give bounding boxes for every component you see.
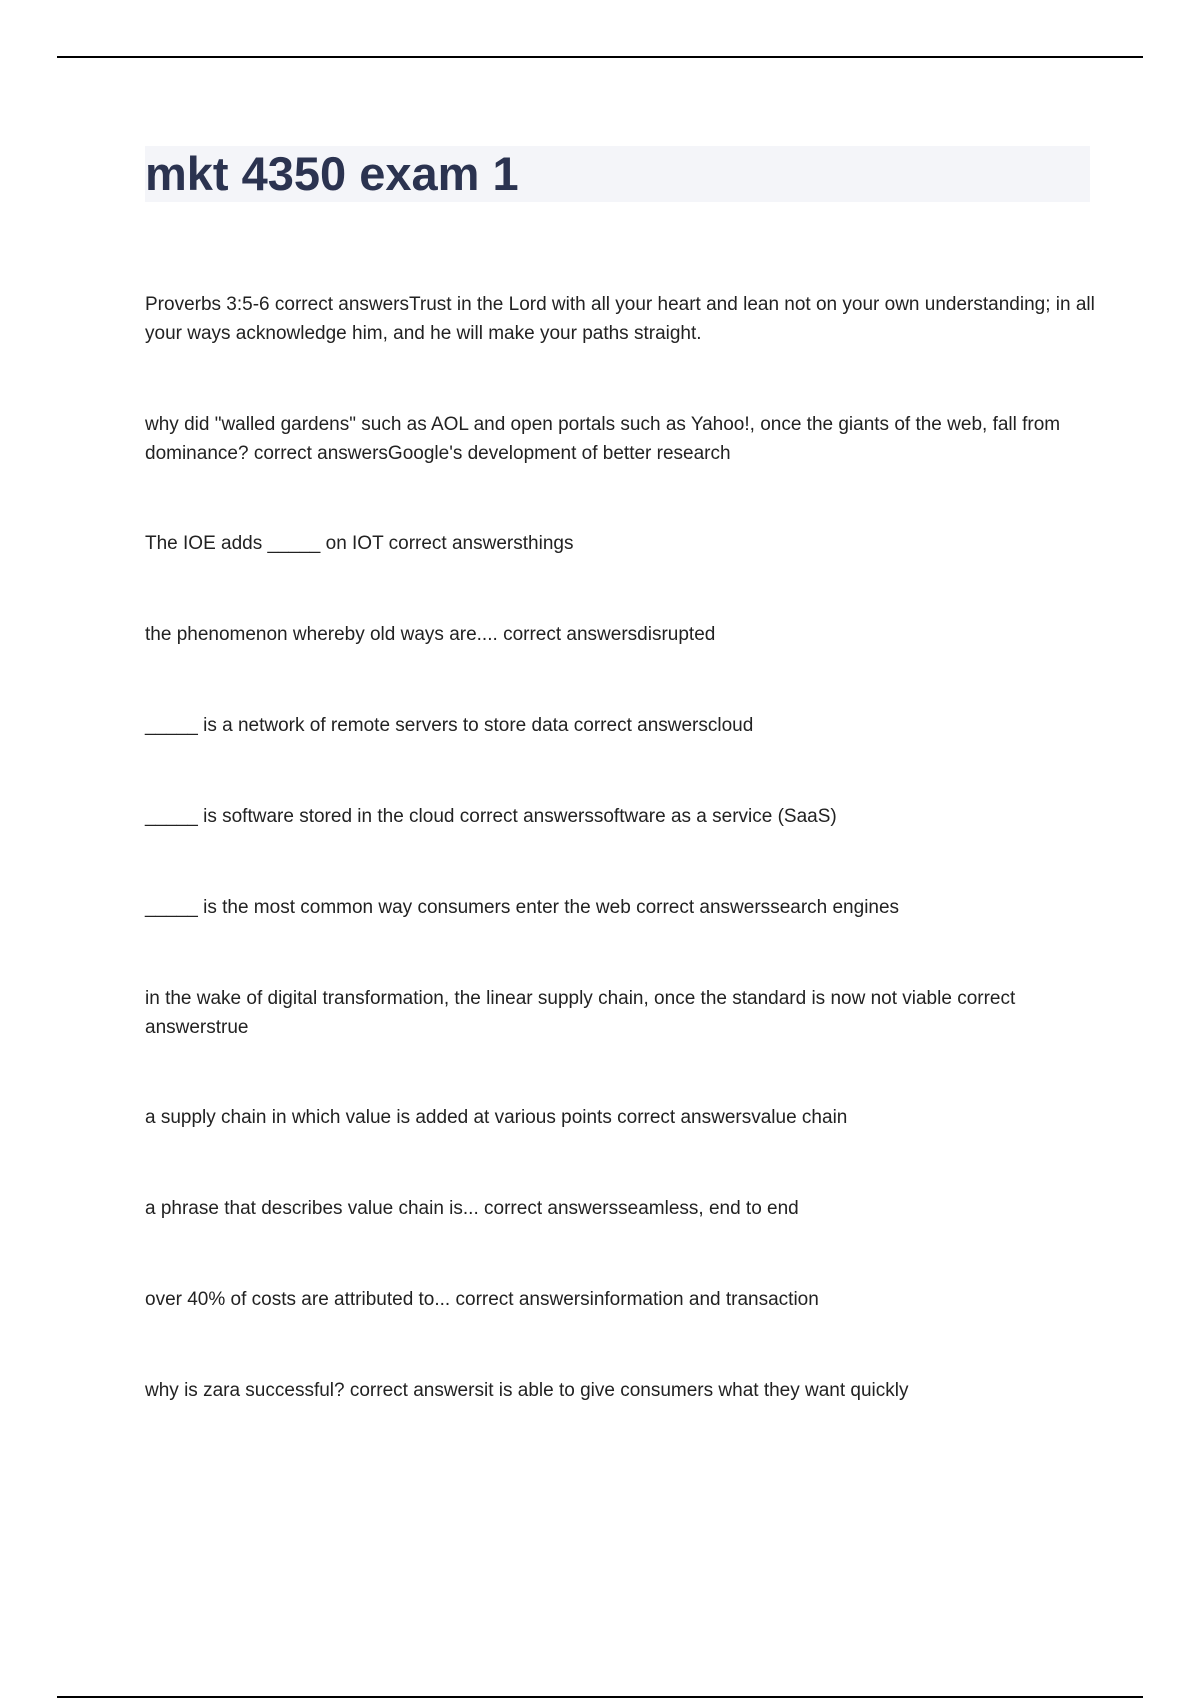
qa-list bbox=[145, 290, 1095, 1467]
qa-item bbox=[145, 410, 1095, 468]
qa-item bbox=[145, 984, 1095, 1042]
answer-marker: correct answers bbox=[503, 624, 638, 645]
question-text: why did "walled gardens" such as AOL and open portals such as Yahoo!, once the giants of the web, fall from dominance? bbox=[145, 414, 1061, 464]
answer-text: seamless, end to end bbox=[618, 1198, 799, 1219]
question-text: _____ is software stored in the cloud bbox=[145, 806, 455, 827]
question-text: in the wake of digital transformation, the linear supply chain, once the standard is now not viable bbox=[145, 988, 952, 1009]
answer-marker: correct answers bbox=[253, 443, 388, 464]
question-text: The IOE adds _____ on IOT bbox=[145, 533, 384, 554]
question-text: a phrase that describes value chain is... bbox=[145, 1198, 479, 1219]
answer-marker: correct answers bbox=[388, 533, 523, 554]
answer-text: software as a service (SaaS) bbox=[593, 806, 837, 827]
qa-item bbox=[145, 1285, 1095, 1314]
qa-item bbox=[145, 1103, 1095, 1132]
answer-marker: correct answers bbox=[617, 1107, 752, 1128]
answer-text: Google's development of better research bbox=[387, 443, 731, 464]
top-rule bbox=[57, 56, 1143, 58]
question-text: the phenomenon whereby old ways are.... bbox=[145, 624, 498, 645]
page-title: mkt 4350 exam 1 bbox=[145, 147, 519, 200]
answer-text: disrupted bbox=[637, 624, 716, 645]
answer-text: Trust in the Lord with all your heart and lean not on your own understanding; in all your ways acknowledge him, and he will make your paths straight. bbox=[145, 294, 1095, 344]
qa-item bbox=[145, 620, 1095, 649]
answer-text: value chain bbox=[751, 1107, 848, 1128]
bottom-rule bbox=[57, 1696, 1143, 1698]
answer-marker: correct answers bbox=[274, 294, 410, 315]
qa-item bbox=[145, 893, 1095, 922]
question-text: _____ is the most common way consumers enter the web bbox=[145, 897, 631, 918]
answer-marker: correct answers bbox=[636, 897, 771, 918]
answer-text: search engines bbox=[770, 897, 900, 918]
question-text: over 40% of costs are attributed to... bbox=[145, 1289, 451, 1310]
qa-item bbox=[145, 802, 1095, 831]
question-text: _____ is a network of remote servers to store data bbox=[145, 715, 569, 736]
answer-marker: correct answers bbox=[145, 988, 1016, 1038]
qa-item bbox=[145, 290, 1095, 348]
qa-item bbox=[145, 711, 1095, 740]
answer-text: cloud bbox=[707, 715, 754, 736]
qa-item bbox=[145, 1194, 1095, 1223]
answer-marker: correct answers bbox=[484, 1198, 619, 1219]
answer-text: true bbox=[215, 1017, 249, 1038]
answer-text: information and transaction bbox=[589, 1289, 819, 1310]
question-text: why is zara successful? bbox=[145, 1380, 345, 1401]
answer-marker: correct answers bbox=[459, 806, 594, 827]
question-text: a supply chain in which value is added at various points bbox=[145, 1107, 612, 1128]
answer-marker: correct answers bbox=[573, 715, 708, 736]
question-text: Proverbs 3:5-6 bbox=[145, 294, 270, 315]
answer-marker: correct answers bbox=[455, 1289, 590, 1310]
answer-text: it is able to give consumers what they want quickly bbox=[483, 1380, 909, 1401]
qa-item bbox=[145, 1376, 1095, 1405]
answer-text: things bbox=[522, 533, 574, 554]
qa-item bbox=[145, 529, 1095, 558]
answer-marker: correct answers bbox=[349, 1380, 484, 1401]
